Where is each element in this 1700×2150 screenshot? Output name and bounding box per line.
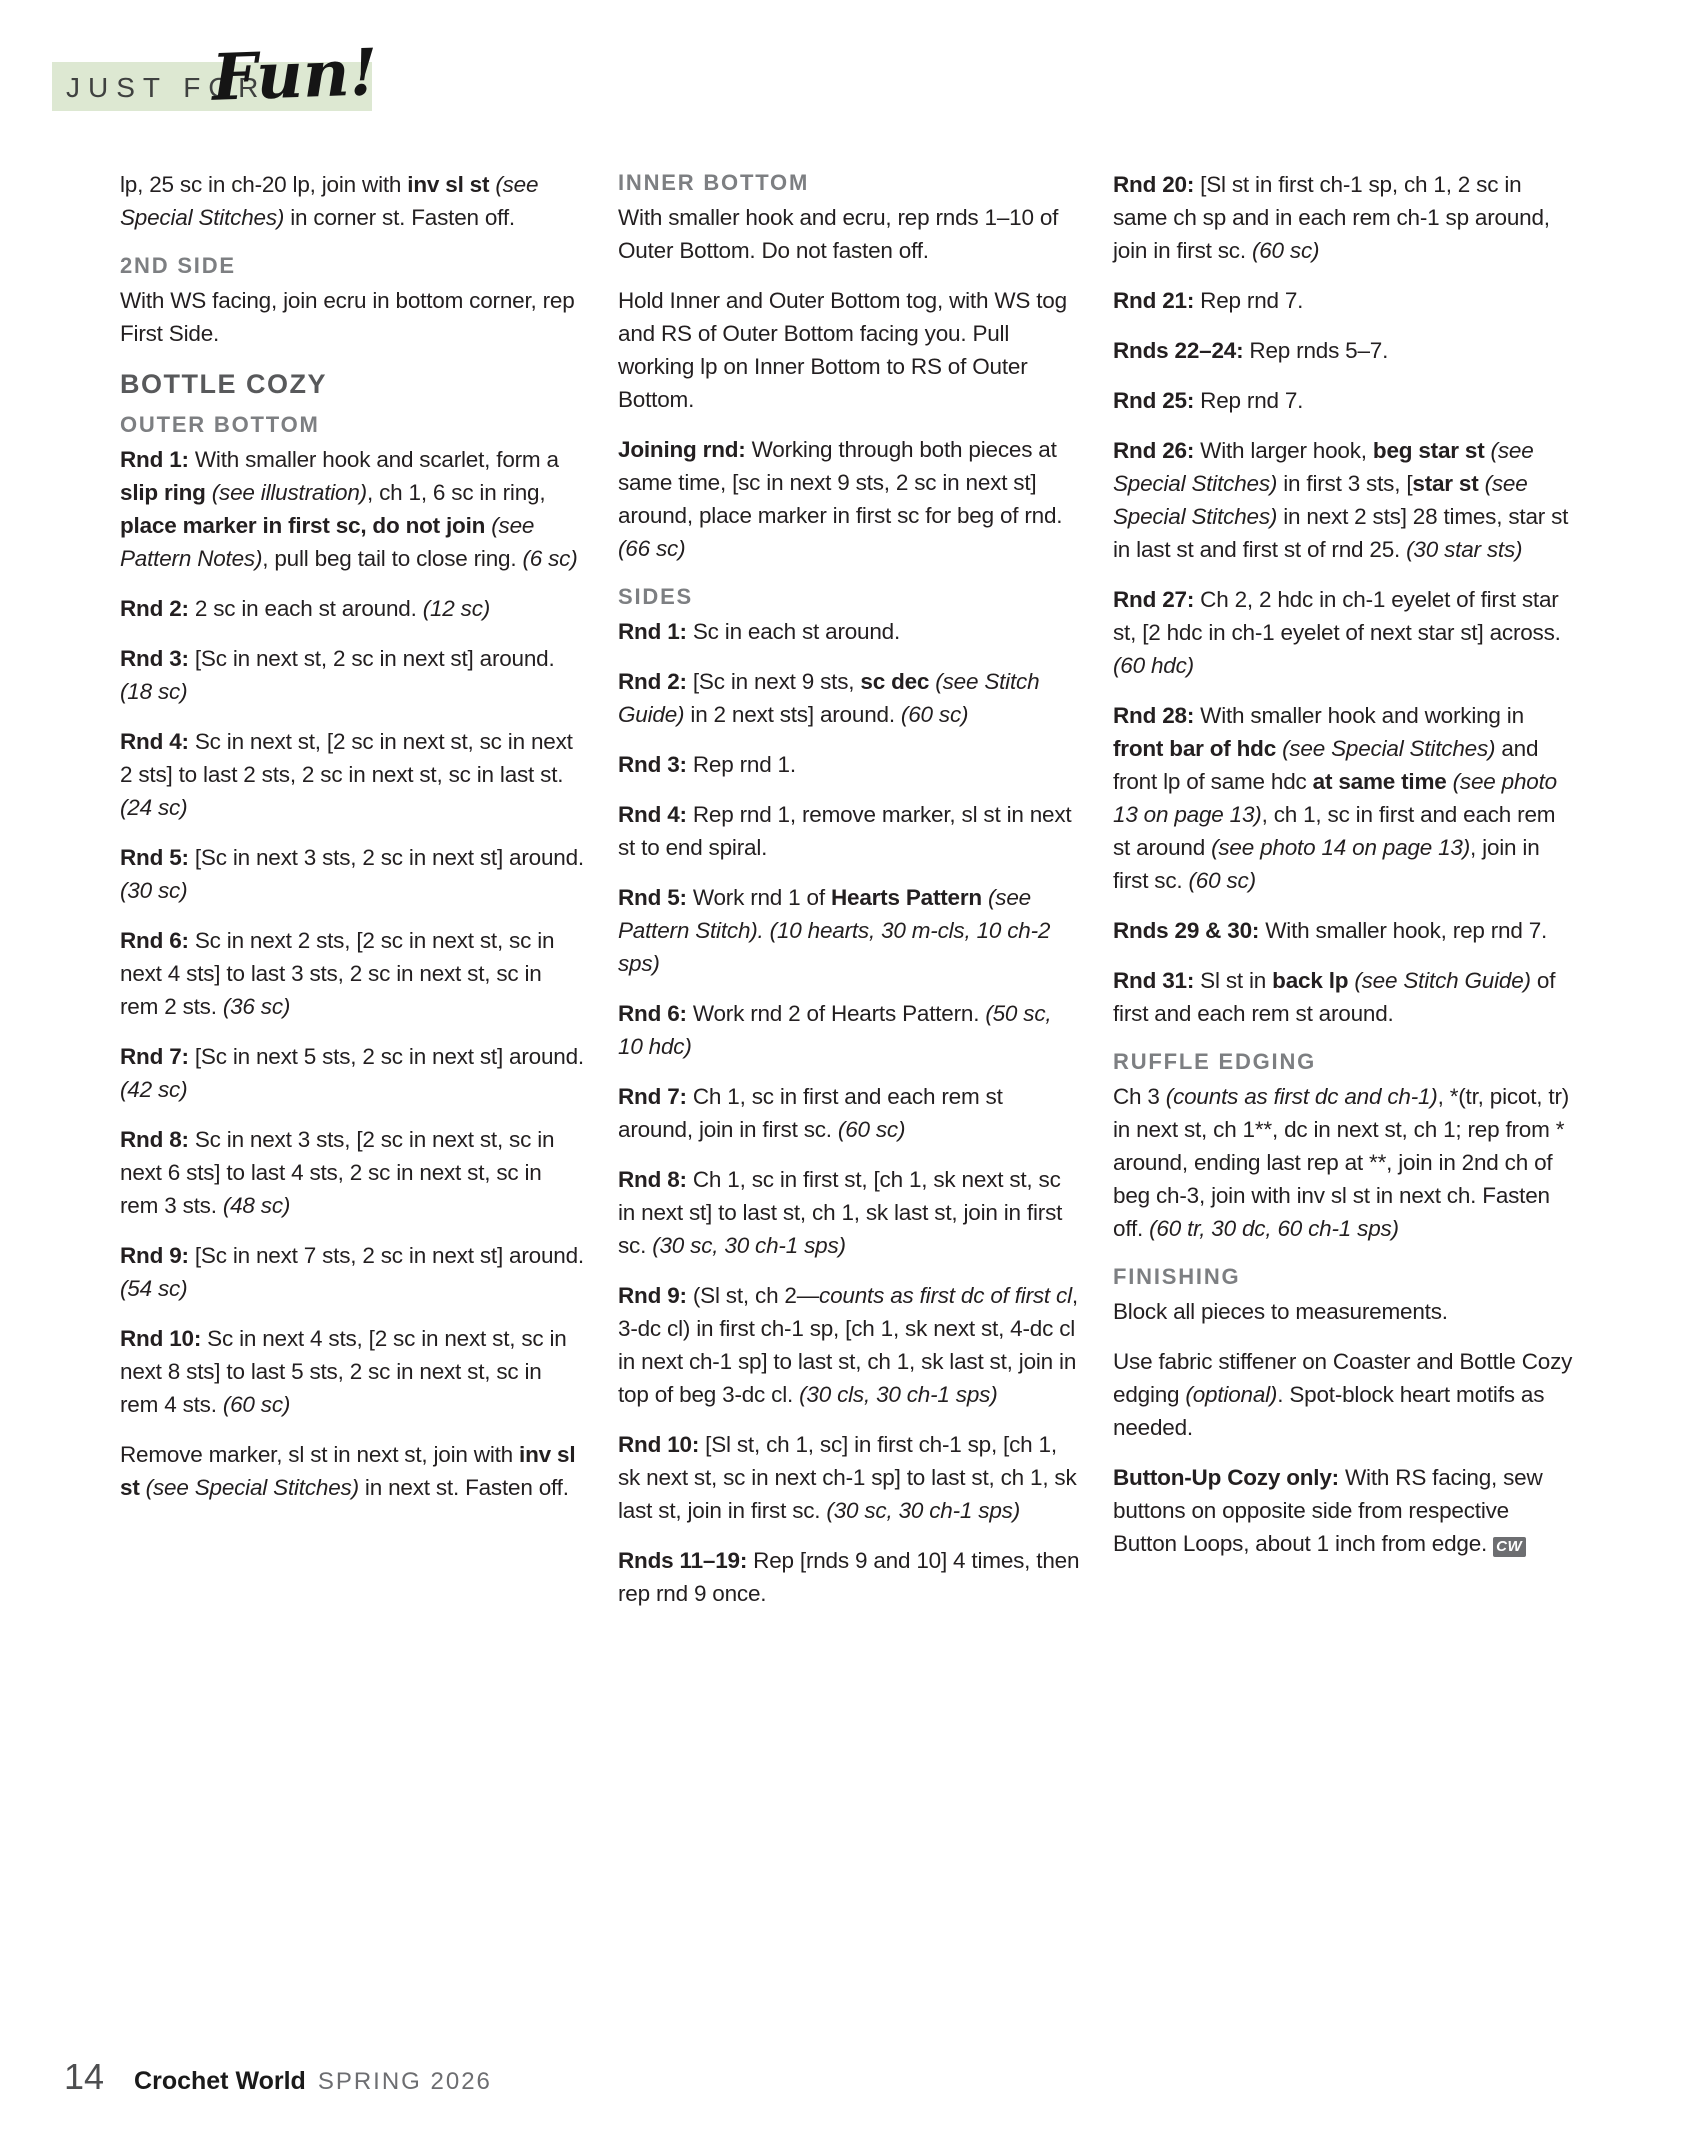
paragraph: With WS facing, join ecru in bottom corner, rep First Side.	[120, 288, 575, 346]
paragraph: Rnd 6: Sc in next 2 sts, [2 sc in next st, sc in next 4 sts] to last 3 sts, 2 sc in next st, sc in rem 2 sts. (36 sc)	[120, 928, 555, 1019]
paragraph: Block all pieces to measurements.	[1113, 1299, 1448, 1324]
section-heading: INNER BOTTOM	[618, 170, 810, 195]
paragraph: Rnd 27: Ch 2, 2 hdc in ch-1 eyelet of first star st, [2 hdc in ch-1 eyelet of next star st] across. (60 hdc)	[1113, 587, 1561, 678]
paragraph: Rnd 31: Sl st in back lp (see Stitch Guide) of first and each rem st around.	[1113, 968, 1556, 1026]
paragraph: Rnd 9: (Sl st, ch 2—counts as first dc of first cl, 3-dc cl) in first ch-1 sp, [ch 1, sk next st, 4-dc cl in next ch-1 sp] to last st, ch 1, sk last st, join in top of beg 3-dc cl. (30 cls, 30 ch-1 sps)	[618, 1283, 1078, 1407]
paragraph: Rnd 8: Sc in next 3 sts, [2 sc in next st, sc in next 6 sts] to last 4 sts, 2 sc in next st, sc in rem 3 sts. (48 sc)	[120, 1127, 555, 1218]
paragraph: With smaller hook and ecru, rep rnds 1–10 of Outer Bottom. Do not fasten off.	[618, 205, 1059, 263]
section-heading: OUTER BOTTOM	[120, 412, 320, 437]
paragraph: Rnd 25: Rep rnd 7.	[1113, 388, 1304, 413]
issue-label: SPRING 2026	[317, 2068, 492, 2095]
paragraph: Rnd 8: Ch 1, sc in first st, [ch 1, sk next st, sc in next st] to last st, ch 1, sk last st, join in first sc. (30 sc, 30 ch-1 sps)	[618, 1167, 1063, 1258]
paragraph: lp, 25 sc in ch-20 lp, join with inv sl st (see Special Stitches) in corner st. Fasten off.	[120, 172, 539, 230]
paragraph: Rnd 7: [Sc in next 5 sts, 2 sc in next st] around. (42 sc)	[120, 1044, 584, 1102]
section-heading: SIDES	[618, 584, 694, 609]
paragraph: Rnd 2: [Sc in next 9 sts, sc dec (see Stitch Guide) in 2 next sts] around. (60 sc)	[618, 669, 1040, 727]
paragraph: Rnd 3: [Sc in next st, 2 sc in next st] around. (18 sc)	[120, 646, 555, 704]
paragraph: Rnd 21: Rep rnd 7.	[1113, 288, 1304, 313]
paragraph: Rnds 22–24: Rep rnds 5–7.	[1113, 338, 1389, 363]
pattern-column-1	[120, 168, 584, 1521]
paragraph: Rnd 4: Rep rnd 1, remove marker, sl st in next st to end spiral.	[618, 802, 1072, 860]
paragraph: Rnd 26: With larger hook, beg star st (see Special Stitches) in first 3 sts, [star st (see Special Stitches) in next 2 sts] 28 times, star st in last st and first st of rnd 25. (30 star sts)	[1113, 438, 1569, 562]
paragraph: Rnd 1: Sc in each st around.	[618, 619, 901, 644]
cw-end-of-article-icon: CW	[1493, 1537, 1526, 1557]
section-heading: 2ND SIDE	[120, 253, 236, 278]
paragraph: Rnds 11–19: Rep [rnds 9 and 10] 4 times, then rep rnd 9 once.	[618, 1548, 1080, 1606]
paragraph: Hold Inner and Outer Bottom tog, with WS tog and RS of Outer Bottom facing you. Pull working lp on Inner Bottom to RS of Outer Bottom.	[618, 288, 1067, 412]
pattern-column-3	[1113, 168, 1577, 1577]
paragraph: Rnd 6: Work rnd 2 of Hearts Pattern. (50 sc, 10 hdc)	[618, 1001, 1052, 1059]
paragraph: Button-Up Cozy only: With RS facing, sew buttons on opposite side from respective Button Loops, about 1 inch from edge. CW	[1113, 1465, 1543, 1556]
paragraph: Use fabric stiffener on Coaster and Bottle Cozy edging (optional). Spot-block heart motifs as needed.	[1113, 1349, 1573, 1440]
paragraph: Rnd 10: Sc in next 4 sts, [2 sc in next st, sc in next 8 sts] to last 5 sts, 2 sc in next st, sc in rem 4 sts. (60 sc)	[120, 1326, 567, 1417]
page-number: 14	[64, 2056, 105, 2097]
page-footer	[64, 2056, 492, 2098]
paragraph: Rnd 28: With smaller hook and working in front bar of hdc (see Special Stitches) and front lp of same hdc at same time (see photo 13 on page 13), ch 1, sc in first and each rem st around (see photo 14 on page 13), join in first sc. (60 sc)	[1113, 703, 1557, 893]
paragraph: Rnd 7: Ch 1, sc in first and each rem st around, join in first sc. (60 sc)	[618, 1084, 1003, 1142]
paragraph: Rnds 29 & 30: With smaller hook, rep rnd 7.	[1113, 918, 1548, 943]
section-heading: FINISHING	[1113, 1264, 1241, 1289]
section-heading: BOTTLE COZY	[120, 369, 327, 399]
paragraph: Rnd 5: [Sc in next 3 sts, 2 sc in next st] around. (30 sc)	[120, 845, 584, 903]
pattern-column-2	[618, 168, 1082, 1627]
paragraph: Rnd 2: 2 sc in each st around. (12 sc)	[120, 596, 491, 621]
paragraph: Rnd 20: [Sl st in first ch-1 sp, ch 1, 2 sc in same ch sp and in each rem ch-1 sp around, join in first sc. (60 sc)	[1113, 172, 1550, 263]
paragraph: Rnd 1: With smaller hook and scarlet, form a slip ring (see illustration), ch 1, 6 sc in ring, place marker in first sc, do not join (see Pattern Notes), pull beg tail to close ring. (6 sc)	[120, 447, 578, 571]
paragraph: Ch 3 (counts as first dc and ch-1), *(tr, picot, tr) in next st, ch 1**, dc in next st, ch 1; rep from * around, ending last rep at **, join in 2nd ch of beg ch-3, join with inv sl st in next ch. Fasten off. (60 tr, 30 dc, 60 ch-1 sps)	[1113, 1084, 1570, 1241]
paragraph: Remove marker, sl st in next st, join with inv sl st (see Special Stitches) in next st. Fasten off.	[120, 1442, 576, 1500]
magazine-title: Crochet World	[134, 2067, 306, 2095]
paragraph: Rnd 5: Work rnd 1 of Hearts Pattern (see Pattern Stitch). (10 hearts, 30 m-cls, 10 ch-2 sps)	[618, 885, 1051, 976]
paragraph: Rnd 4: Sc in next st, [2 sc in next st, sc in next 2 sts] to last 2 sts, 2 sc in next st, sc in last st. (24 sc)	[120, 729, 573, 820]
paragraph: Rnd 9: [Sc in next 7 sts, 2 sc in next st] around. (54 sc)	[120, 1243, 584, 1301]
badge-label: JUST FOR	[66, 72, 267, 103]
paragraph: Rnd 10: [Sl st, ch 1, sc] in first ch-1 sp, [ch 1, sk next st, sc in next ch-1 sp] to last st, ch 1, sk last st, join in first sc. (30 sc, 30 ch-1 sps)	[618, 1432, 1077, 1523]
paragraph: Rnd 3: Rep rnd 1.	[618, 752, 796, 777]
badge-script-text: Fun!	[210, 35, 379, 116]
section-heading: RUFFLE EDGING	[1113, 1049, 1317, 1074]
paragraph: Joining rnd: Working through both pieces at same time, [sc in next 9 sts, 2 sc in next st] around, place marker in first sc for beg of rnd. (66 sc)	[618, 437, 1063, 561]
